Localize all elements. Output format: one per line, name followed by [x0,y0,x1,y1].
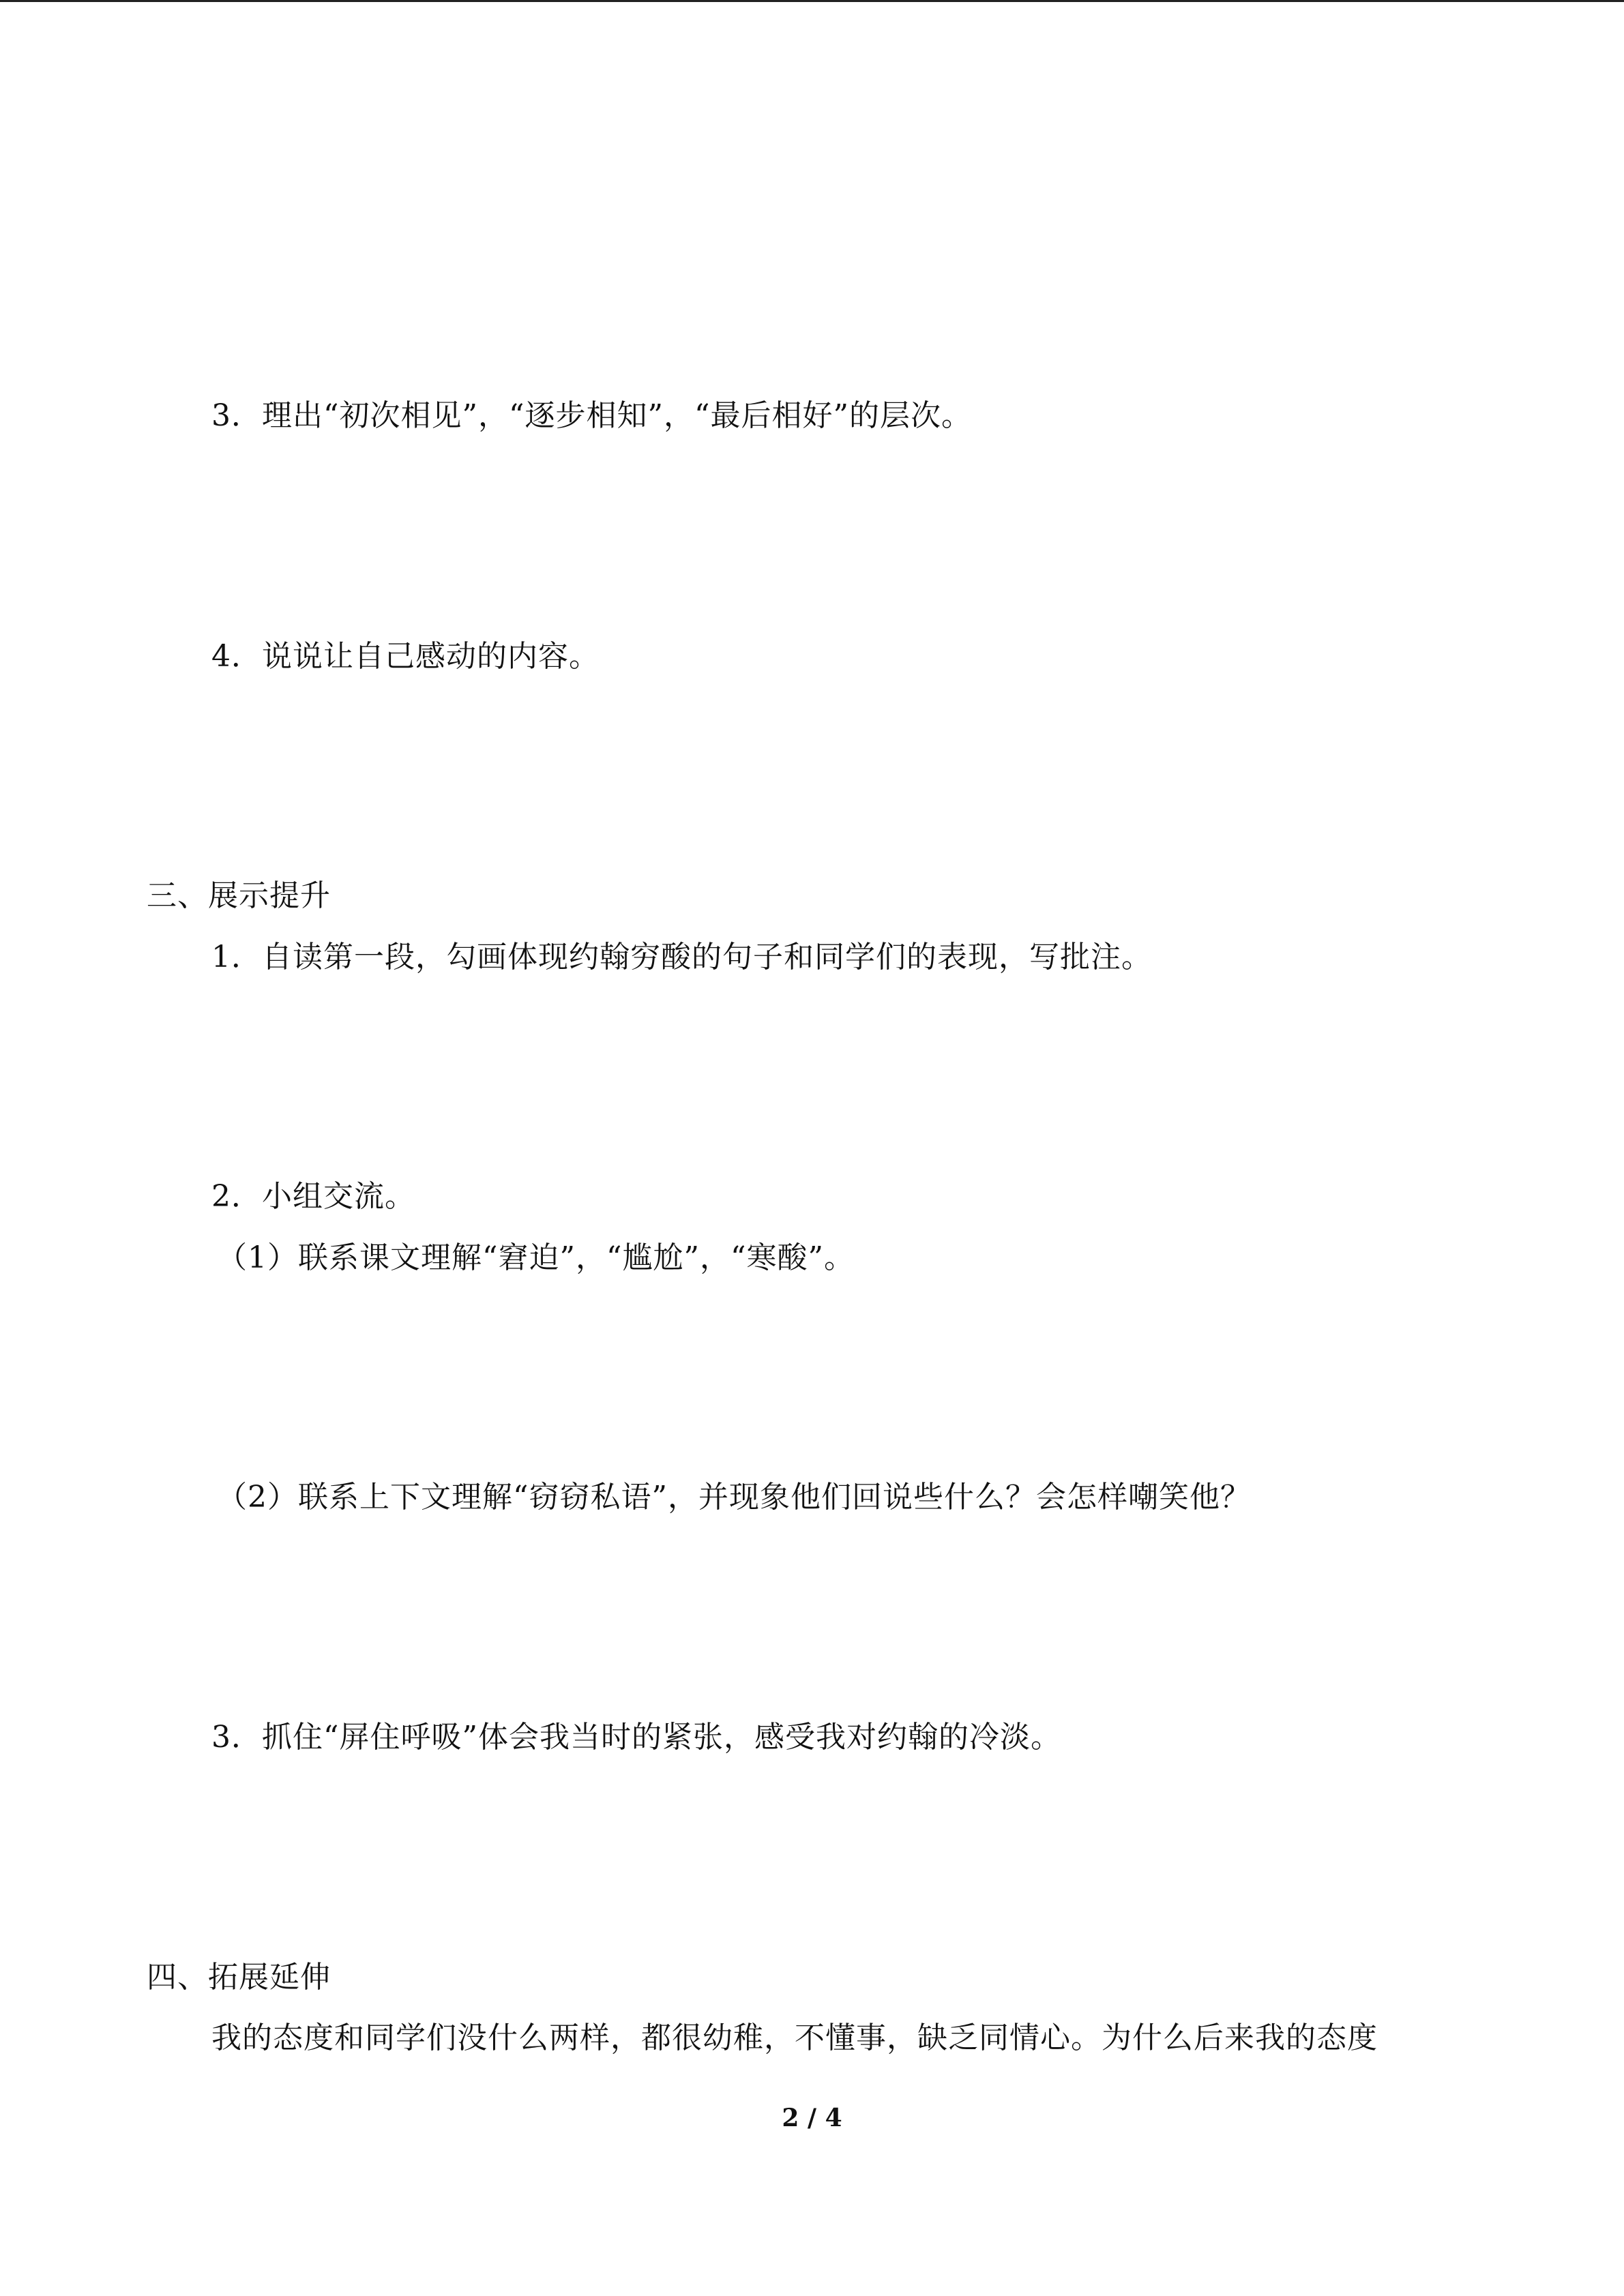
page-number: 2 / 4 [782,2104,842,2132]
question-3-hold-breath: 3．抓住“屏住呼吸”体会我当时的紧张，感受我对约翰的冷淡。 [211,1720,1061,1755]
question-2-group-discussion: 2．小组交流。 [211,1179,415,1214]
question-3-outline: 3．理出“初次相见”，“逐步相知”，“最后相好”的层次。 [211,398,972,433]
question-1-self-reading: 1．自读第一段，勾画体现约翰穷酸的句子和同学们的表现，写批注。 [211,940,1152,974]
section-heading-extension: 四、拓展延伸 [147,1960,331,1995]
section-heading-presentation: 三、展示提升 [147,878,331,913]
question-4-moving-content: 4．说说让自己感动的内容。 [211,639,600,674]
sub-question-1-vocabulary: （1）联系课文理解“窘迫”，“尴尬”，“寒酸”。 [217,1240,855,1275]
sub-question-2-whispering: （2）联系上下文理解“窃窃私语”，并现象他们回说些什么？会怎样嘲笑他？ [217,1480,1251,1515]
extension-paragraph: 我的态度和同学们没什么两样，都很幼稚，不懂事，缺乏同情心。为什么后来我的态度 [211,2021,1378,2055]
page-top-border [0,0,1624,2]
